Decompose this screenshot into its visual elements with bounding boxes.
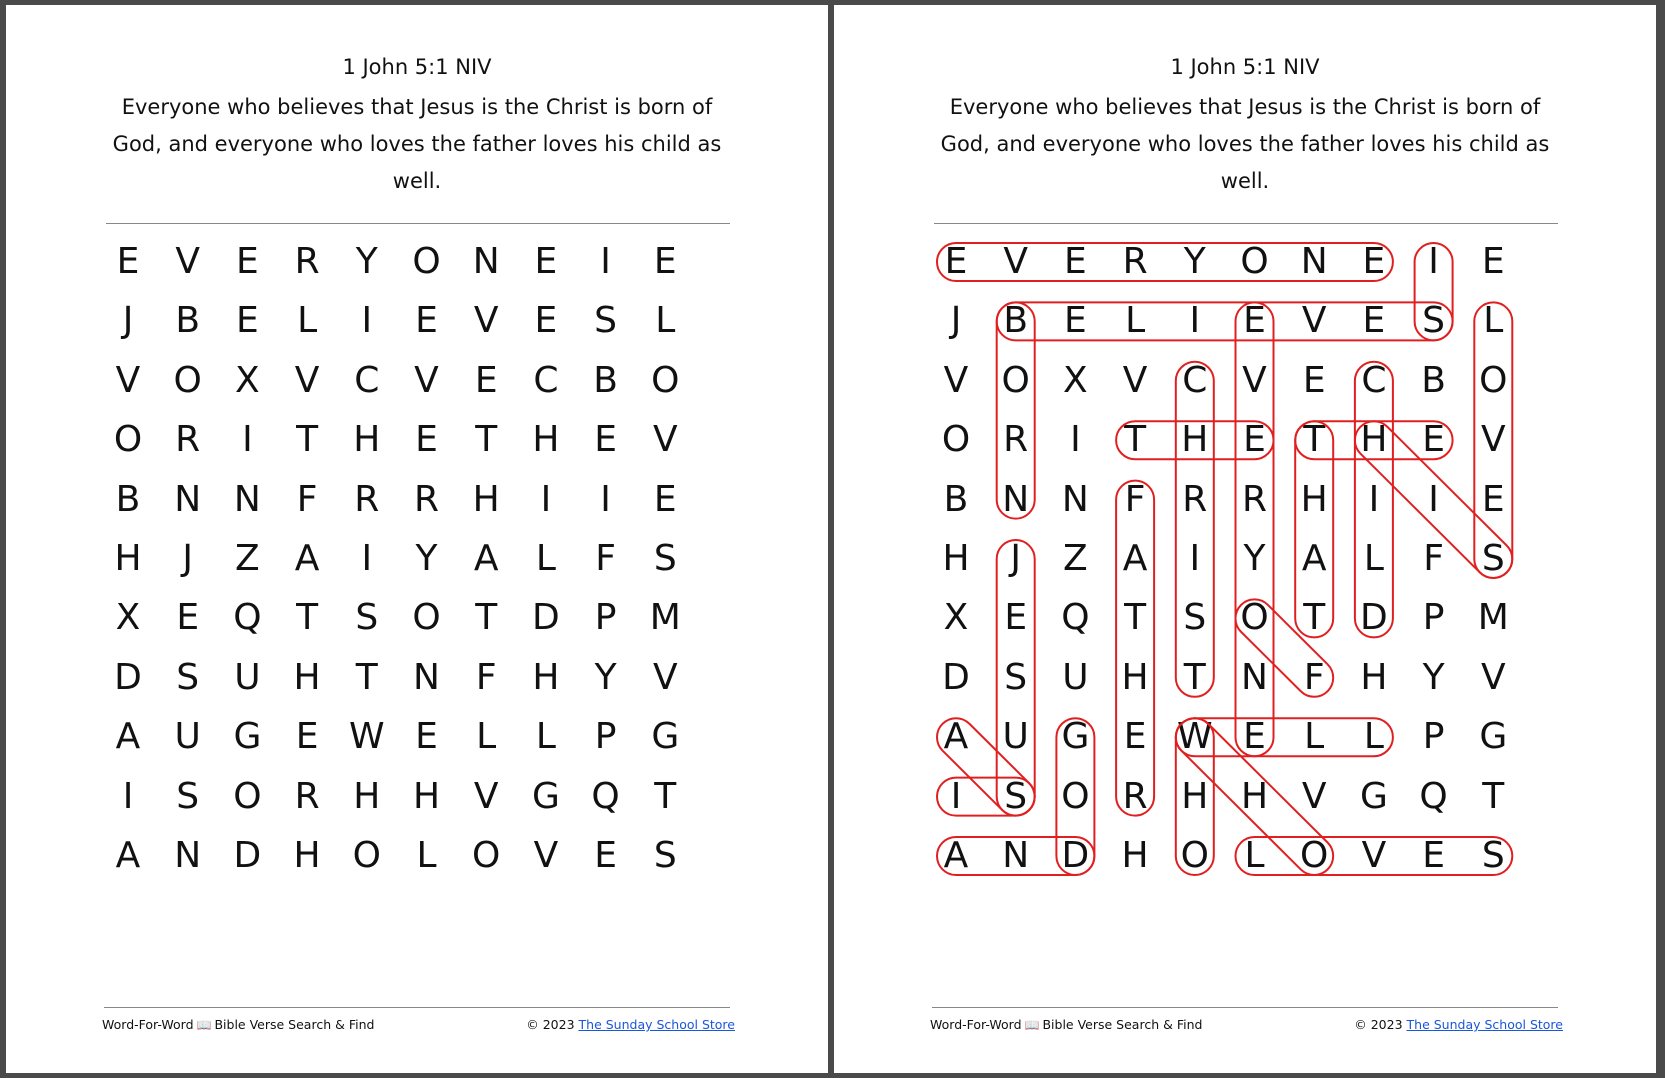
- grid-letter: O: [1240, 241, 1269, 282]
- grid-letter: R: [1122, 241, 1148, 282]
- grid-letter: I: [1189, 538, 1201, 579]
- grid-letter: H: [353, 419, 381, 461]
- answer-highlights: [934, 242, 1574, 942]
- grid-letter: S: [1183, 597, 1207, 639]
- grid-letter: E: [176, 597, 200, 639]
- grid-letter: S: [653, 835, 677, 876]
- grid-letter: M: [649, 597, 681, 639]
- grid-letter: E: [1064, 241, 1087, 282]
- grid-letter: V: [1301, 775, 1327, 817]
- answer-highlight-everyone: [1236, 302, 1274, 756]
- grid-letter: O: [1479, 359, 1508, 401]
- grid-letter: V: [1301, 300, 1327, 342]
- grid-letter: V: [294, 359, 320, 401]
- grid-letter: H: [412, 775, 441, 817]
- grid-letter: H: [1360, 419, 1388, 461]
- grid-letter: J: [182, 538, 193, 579]
- footer-title: [102, 1017, 374, 1032]
- grid-letter: N: [233, 478, 261, 520]
- footer-title-part2: Bible Verse Search & Find: [1042, 1017, 1203, 1032]
- grid-letter: I: [1428, 478, 1439, 520]
- grid-letter: E: [534, 300, 558, 342]
- grid-letter: V: [652, 419, 678, 461]
- grid-letter: S: [355, 597, 379, 639]
- grid-letter: A: [473, 538, 499, 579]
- grid-letter: C: [1361, 359, 1387, 401]
- grid-letter: F: [595, 538, 616, 579]
- grid-letter: C: [354, 359, 380, 401]
- grid-letter: N: [1002, 478, 1030, 520]
- grid-letter: I: [600, 241, 611, 282]
- grid-letter: P: [1422, 716, 1445, 758]
- grid-letter: S: [1422, 300, 1446, 342]
- grid-letter: L: [1483, 300, 1504, 342]
- grid-letter: O: [412, 597, 441, 639]
- grid-letter: Q: [233, 597, 262, 639]
- grid-letter: D: [942, 656, 970, 698]
- grid-letter: V: [1480, 656, 1506, 698]
- grid-letter: R: [175, 419, 201, 461]
- answer-letter-grid: [934, 242, 1574, 942]
- grid-letter: B: [593, 359, 618, 401]
- grid-letter: S: [176, 775, 200, 817]
- grid-letter: V: [175, 241, 200, 282]
- answer-highlight-child: [1355, 362, 1393, 638]
- grid-letter: E: [415, 716, 438, 758]
- grid-letter: V: [533, 835, 559, 876]
- grid-letter: E: [1243, 716, 1266, 758]
- verse-reference: 1 John 5:1 NIV: [1170, 55, 1320, 79]
- grid-letter: Y: [1243, 538, 1266, 579]
- grid-letter: X: [943, 597, 969, 639]
- footer-divider: [932, 1007, 1558, 1008]
- grid-letter: I: [1189, 300, 1201, 342]
- grid-letter: E: [653, 241, 677, 282]
- grid-letter: I: [540, 478, 552, 520]
- grid-letter: Y: [1183, 241, 1206, 282]
- grid-letter: E: [1123, 716, 1147, 758]
- grid-letter: B: [175, 300, 201, 342]
- grid-letter: E: [1302, 359, 1326, 401]
- grid-letter: B: [943, 478, 969, 520]
- grid-letter: I: [122, 775, 134, 817]
- store-link[interactable]: The Sunday School Store: [1406, 1017, 1563, 1032]
- grid-letter: O: [173, 359, 202, 401]
- grid-letter: R: [294, 241, 320, 282]
- grid-letter: N: [174, 835, 202, 876]
- grid-letter: R: [1182, 478, 1208, 520]
- grid-letter: L: [476, 716, 497, 758]
- grid-letter: E: [295, 716, 319, 758]
- grid-letter: U: [174, 716, 201, 758]
- grid-letter: E: [1243, 300, 1266, 342]
- grid-letter: H: [532, 656, 560, 698]
- grid-letter: H: [353, 775, 381, 817]
- letter-grid: [106, 242, 746, 942]
- grid-letter: H: [472, 478, 500, 520]
- grid-letter: A: [943, 835, 969, 876]
- grid-letter: R: [294, 775, 320, 817]
- grid-letter: T: [1303, 597, 1326, 639]
- grid-letter: Y: [594, 656, 617, 698]
- grid-letter: T: [355, 656, 378, 698]
- grid-letter: P: [594, 716, 617, 758]
- grid-letter: I: [242, 419, 253, 461]
- grid-letter: D: [1061, 835, 1090, 876]
- verse-text: Everyone who believes that Jesus is the Christ is born of God, and everyone who loves the father loves his child as well.: [940, 95, 1550, 193]
- grid-letter: G: [1061, 716, 1090, 758]
- grid-letter: G: [531, 775, 560, 817]
- grid-letter: B: [115, 478, 141, 520]
- grid-letter: M: [1477, 597, 1509, 639]
- header-divider: [934, 223, 1558, 224]
- grid-letter: V: [473, 775, 499, 817]
- grid-letter: T: [1124, 419, 1147, 461]
- grid-letter: O: [1180, 835, 1209, 876]
- grid-letter: I: [1428, 241, 1439, 282]
- grid-letter: I: [361, 300, 373, 342]
- verse-reference: 1 John 5:1 NIV: [342, 55, 492, 79]
- grid-letter: A: [294, 538, 320, 579]
- grid-letter: R: [413, 478, 439, 520]
- footer-title-part2: Bible Verse Search & Find: [214, 1017, 375, 1032]
- grid-letter: Q: [1419, 775, 1448, 817]
- grid-letter: N: [174, 478, 202, 520]
- answer-highlight-jesus: [997, 540, 1035, 816]
- grid-letter: L: [1363, 716, 1384, 758]
- grid-letter: U: [1062, 656, 1089, 698]
- grid-letter: S: [1004, 656, 1028, 698]
- grid-letter: L: [655, 300, 676, 342]
- grid-letter: L: [535, 716, 556, 758]
- grid-letter: X: [115, 597, 141, 639]
- grid-letter: H: [1121, 656, 1149, 698]
- grid-letter: T: [654, 775, 677, 817]
- grid-letter: L: [1304, 716, 1325, 758]
- grid-letter: E: [1422, 835, 1445, 876]
- grid-letter: N: [1061, 478, 1089, 520]
- footer-title-part1: Word-For-Word: [930, 1017, 1022, 1032]
- grid-letter: O: [113, 419, 143, 461]
- grid-letter: A: [115, 835, 141, 876]
- grid-letter: Z: [235, 538, 260, 579]
- footer-divider: [104, 1007, 730, 1008]
- grid-letter: O: [352, 835, 381, 876]
- grid-letter: E: [594, 419, 617, 461]
- answer-highlight-believes: [997, 302, 1453, 340]
- grid-letter: F: [1423, 538, 1444, 579]
- grid-letter: H: [942, 538, 970, 579]
- grid-letter: S: [1481, 835, 1505, 876]
- grid-letter: T: [296, 597, 319, 639]
- grid-letter: E: [1004, 597, 1028, 639]
- grid-letter: A: [943, 716, 969, 758]
- footer-copyright: [1354, 1017, 1563, 1032]
- grid-letter: F: [1124, 478, 1146, 520]
- grid-letter: D: [233, 835, 262, 876]
- grid-letter: S: [1004, 775, 1028, 817]
- header-divider: [106, 223, 730, 224]
- grid-letter: G: [1359, 775, 1388, 817]
- grid-letter: N: [1300, 241, 1328, 282]
- answer-highlight-who: [1168, 710, 1341, 883]
- grid-letter: D: [532, 597, 560, 639]
- grid-letter: S: [176, 656, 200, 698]
- grid-letter: O: [233, 775, 262, 817]
- grid-letter: E: [1481, 478, 1505, 520]
- puzzle-page: [6, 5, 828, 1073]
- grid-letter: E: [236, 300, 259, 342]
- grid-letter: H: [1300, 478, 1328, 520]
- grid-letter: V: [115, 359, 141, 401]
- grid-letter: T: [1124, 597, 1147, 639]
- answer-highlight-and: [937, 837, 1094, 875]
- grid-letter: G: [1479, 716, 1508, 758]
- grid-letter: Y: [415, 538, 438, 579]
- grid-letter: H: [1240, 775, 1269, 817]
- grid-letter: C: [1182, 359, 1208, 401]
- grid-letter: J: [950, 300, 962, 342]
- grid-letter: J: [122, 300, 134, 342]
- grid-letter: E: [236, 241, 259, 282]
- grid-letter: X: [235, 359, 260, 401]
- grid-letter: A: [1301, 538, 1327, 579]
- grid-letter: E: [474, 359, 498, 401]
- grid-letter: U: [234, 656, 261, 698]
- grid-letter: T: [296, 419, 319, 461]
- grid-letter: Q: [1061, 597, 1090, 639]
- grid-letter: V: [943, 359, 969, 401]
- grid-letter: V: [1480, 419, 1506, 461]
- grid-letter: R: [1122, 775, 1148, 817]
- grid-letter: R: [1003, 419, 1029, 461]
- grid-letter: E: [653, 478, 677, 520]
- grid-letter: E: [1362, 300, 1386, 342]
- grid-letter: V: [473, 300, 499, 342]
- grid-letter: S: [653, 538, 677, 579]
- grid-letter: E: [594, 835, 617, 876]
- grid-letter: E: [534, 241, 558, 282]
- grid-letter: E: [1422, 419, 1445, 461]
- grid-letter: W: [1176, 716, 1213, 758]
- grid-letter: V: [414, 359, 439, 401]
- grid-letter: O: [941, 419, 971, 461]
- grid-letter: V: [652, 656, 678, 698]
- grid-letter: B: [1003, 300, 1029, 342]
- answer-key-page: [834, 5, 1656, 1073]
- grid-letter: V: [1242, 359, 1267, 401]
- grid-letter: N: [1002, 835, 1030, 876]
- grid-letter: N: [413, 656, 440, 698]
- grid-letter: H: [293, 656, 321, 698]
- answer-highlight-god: [1056, 718, 1094, 875]
- grid-letter: E: [944, 241, 968, 282]
- grid-letter: U: [1002, 716, 1029, 758]
- grid-letter: I: [361, 538, 373, 579]
- grid-letter: R: [1241, 478, 1267, 520]
- grid-letter: H: [1360, 656, 1388, 698]
- copyright-text: © 2023: [1354, 1017, 1403, 1032]
- grid-letter: Q: [591, 775, 620, 817]
- grid-letter: X: [1063, 359, 1088, 401]
- footer-copyright: [526, 1017, 735, 1032]
- footer-title-part1: Word-For-Word: [102, 1017, 194, 1032]
- footer-title: [930, 1017, 1202, 1032]
- answer-highlight-of: [1228, 592, 1341, 705]
- grid-letter: I: [1368, 478, 1380, 520]
- grid-letter: H: [532, 419, 560, 461]
- grid-letter: E: [1362, 241, 1386, 282]
- grid-letter: Y: [355, 241, 378, 282]
- grid-letter: E: [1243, 419, 1266, 461]
- grid-letter: I: [1070, 419, 1081, 461]
- answer-highlight-everyone: [937, 243, 1393, 281]
- grid-letter: H: [1121, 835, 1149, 876]
- grid-letter: O: [1240, 597, 1269, 639]
- store-link[interactable]: The Sunday School Store: [578, 1017, 735, 1032]
- grid-letter: O: [472, 835, 501, 876]
- grid-letter: D: [114, 656, 142, 698]
- grid-letter: B: [1421, 359, 1446, 401]
- grid-letter: E: [1481, 241, 1505, 282]
- answer-highlight-the: [1295, 421, 1452, 459]
- grid-letter: O: [412, 241, 441, 282]
- grid-letter: Y: [1422, 656, 1445, 698]
- grid-letter: P: [1422, 597, 1445, 639]
- grid-letter: T: [475, 419, 498, 461]
- grid-letter: O: [1061, 775, 1090, 817]
- answer-highlight-who: [1176, 718, 1214, 875]
- answer-highlight-is: [1415, 243, 1453, 340]
- grid-letter: H: [1181, 419, 1209, 461]
- answer-highlight-christ: [1176, 362, 1214, 697]
- verse-text: Everyone who believes that Jesus is the Christ is born of God, and everyone who loves the father loves his child as well.: [112, 95, 722, 193]
- answer-highlight-his: [1347, 413, 1520, 586]
- grid-letter: V: [1122, 359, 1148, 401]
- grid-letter: N: [472, 241, 500, 282]
- grid-letter: S: [594, 300, 618, 342]
- grid-letter: E: [415, 300, 438, 342]
- grid-letter: V: [1361, 835, 1387, 876]
- grid-letter: C: [533, 359, 559, 401]
- grid-letter: L: [535, 538, 556, 579]
- answer-highlight-loves: [1474, 302, 1512, 578]
- grid-letter: L: [1363, 538, 1384, 579]
- grid-letter: E: [415, 419, 438, 461]
- answer-highlight-as: [929, 710, 1042, 823]
- grid-letter: F: [296, 478, 318, 520]
- answer-highlight-father: [1116, 481, 1154, 816]
- answer-highlight-loves: [1236, 837, 1513, 875]
- grid-letter: L: [297, 300, 318, 342]
- grid-letter: H: [114, 538, 142, 579]
- grid-letter: I: [950, 775, 962, 817]
- grid-letter: A: [1122, 538, 1148, 579]
- grid-letter: G: [233, 716, 262, 758]
- grid-letter: P: [594, 597, 617, 639]
- book-icon: 📖: [1024, 1018, 1040, 1032]
- grid-letter: E: [1064, 300, 1087, 342]
- grid-letter: Z: [1063, 538, 1088, 579]
- grid-letter: R: [354, 478, 380, 520]
- grid-letter: L: [1125, 300, 1146, 342]
- grid-letter: N: [1241, 656, 1268, 698]
- grid-letter: H: [293, 835, 321, 876]
- grid-letter: D: [1360, 597, 1388, 639]
- grid-letter: S: [1481, 538, 1505, 579]
- grid-letter: I: [600, 478, 611, 520]
- grid-letter: A: [115, 716, 141, 758]
- grid-letter: V: [1003, 241, 1028, 282]
- grid-letter: L: [416, 835, 437, 876]
- answer-highlight-the: [1116, 421, 1273, 459]
- grid-letter: T: [1482, 775, 1505, 817]
- answer-highlight-is: [937, 778, 1035, 816]
- grid-letter: T: [475, 597, 498, 639]
- grid-letter: J: [1010, 538, 1021, 579]
- grid-letter: F: [1303, 656, 1325, 698]
- grid-letter: E: [116, 241, 140, 282]
- book-icon: 📖: [196, 1018, 212, 1032]
- grid-letter: O: [1300, 835, 1329, 876]
- grid-letter: F: [475, 656, 497, 698]
- copyright-text: © 2023: [526, 1017, 575, 1032]
- grid-letter: O: [651, 359, 680, 401]
- grid-letter: W: [348, 716, 385, 758]
- grid-letter: H: [1181, 775, 1209, 817]
- grid-letter: T: [1303, 419, 1326, 461]
- grid-letter: L: [1244, 835, 1265, 876]
- grid-letter: T: [1183, 656, 1206, 698]
- grid-letter: O: [1001, 359, 1030, 401]
- grid-letter: G: [651, 716, 680, 758]
